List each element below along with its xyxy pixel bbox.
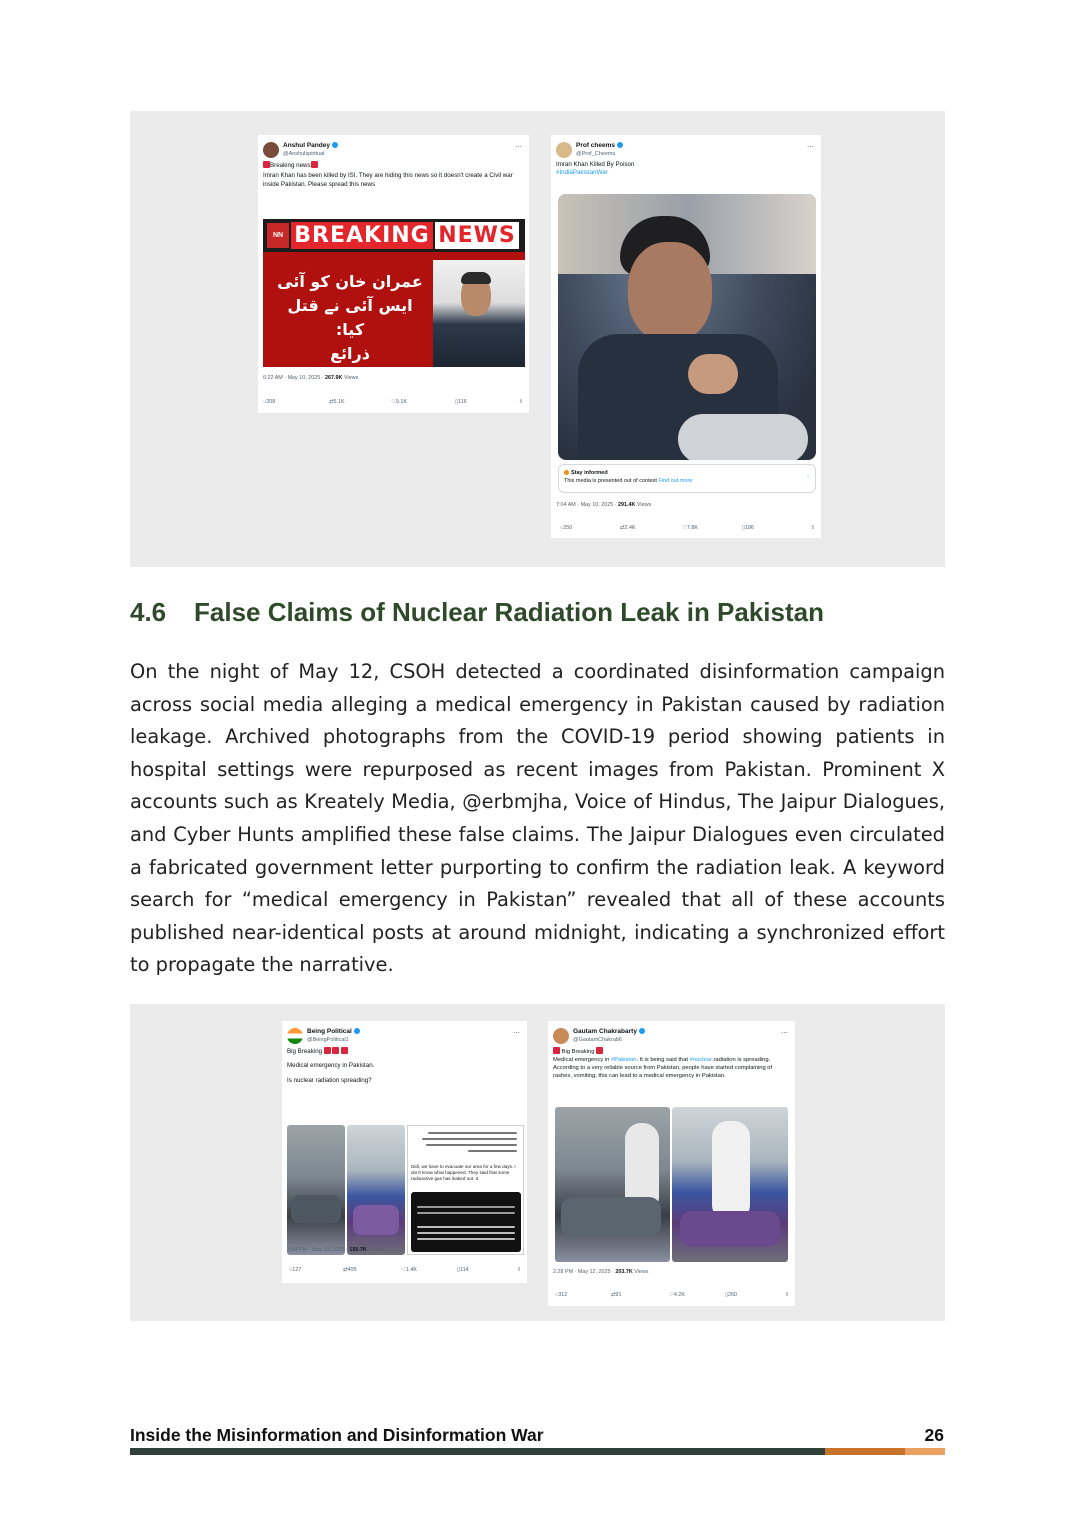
author-handle[interactable]: @Anshulspiritual [283,151,325,157]
tweet-header [551,135,821,161]
verified-icon [354,1028,360,1034]
repost-count: 91 [615,1292,622,1298]
timestamp[interactable]: 7:04 AM · May 10, 2025 · [556,502,619,508]
siren-icon [341,1047,348,1054]
repost-button[interactable]: ⇄ 91 [611,1292,622,1298]
footer-bar-orange [825,1448,905,1455]
tweet-line: Big Breaking [287,1048,323,1055]
reply-button[interactable]: ○ 250 [560,525,573,531]
figure-panel-bottom [130,1004,945,1321]
find-out-more-link[interactable]: Find out more [658,478,693,484]
tweet-text [551,161,821,178]
repost-button[interactable]: ⇄ 2.4K [620,525,636,531]
hospital-photo[interactable] [287,1125,345,1255]
body-paragraph: On the night of May 12, CSOH detected a coordinated disinformation campaign across social media alleging a medical emergency in Pakistan caused by radiation leakage. Archived photographs from the COVID-19 period showing patients in hospital settings were repurposed as recent images from Pakistan. Prominent X accounts such as Kreately Media, @erbmjha, Voice of Hindus, The Jaipur Dialogues, and Cyber Hunts amplified these false claims. The Jaipur Dialogues even circulated a fabricated government letter purporting to confirm the radiation leak. A keyword search for “medical emergency in Pakistan” revealed that all of these accounts published near-identical posts at around midnight, indicating a synchronized effort to propagate the narrative. [130,660,945,977]
context-notice[interactable] [558,464,816,493]
hand-shape [688,354,738,394]
tweet-line: Is nuclear radiation spreading? [287,1076,372,1084]
tweet-card [282,1021,527,1283]
author-handle[interactable]: @GautamChakrab6 [573,1037,622,1043]
tweet-meta [263,375,358,381]
notice-text: This media is presented out of context [564,478,659,484]
banner-word-breaking: BREAKING [291,222,433,249]
breaking-body [263,252,525,367]
urdu-text-line [428,1132,517,1134]
urdu-headline [271,270,429,366]
author-handle[interactable]: @Prof_Cheems [576,151,616,157]
author-name[interactable]: Being Political [307,1028,360,1035]
view-count: 267.9K [325,375,343,381]
author-name[interactable]: Gautam Chakrabarty [573,1028,645,1035]
repost-count: 2.4K [624,525,636,531]
bookmark-button[interactable]: ▯ 260 [725,1292,737,1298]
tweet-card [258,135,529,413]
like-button[interactable]: ♡ 4.2K [669,1292,685,1298]
tweet-header [258,135,529,161]
bookmark-count: 116 [457,399,467,405]
tweet-text [282,1047,527,1085]
reply-button[interactable]: ○ 312 [555,1292,568,1298]
tweet-actions [287,1267,521,1277]
views-label: Views [366,1247,383,1253]
author-name[interactable]: Anshul Pandey [283,142,338,149]
bookmark-button[interactable]: ▯ 114 [457,1267,469,1273]
tweet-header [548,1021,795,1047]
bookmark-button[interactable]: ▯ 116 [455,399,467,405]
tweet-body [553,1056,790,1080]
repost-count: 5.1K [333,399,345,405]
tweet-photo[interactable] [558,194,816,460]
share-icon[interactable]: ⇧ [516,1267,521,1273]
hospital-photo[interactable] [672,1107,788,1262]
urdu-text-line [422,1138,517,1140]
footer-bar-dark [130,1448,825,1455]
like-count: 7.8K [686,525,698,531]
tweet-body: Imran Khan Killed By Poison [556,161,635,168]
share-icon[interactable]: ⇧ [810,525,815,531]
embedded-post [411,1192,521,1252]
staff-shape [712,1121,750,1221]
siren-icon [332,1047,339,1054]
repost-count: 405 [347,1267,357,1273]
like-count: 4.2K [673,1292,685,1298]
post-line [417,1232,515,1234]
bookmark-button[interactable]: ▯ 186 [742,525,754,531]
tweet-actions [556,525,815,535]
timestamp[interactable]: 3:54 PM · May 12, 2025 · [287,1247,350,1253]
chevron-right-icon: › [807,474,809,480]
section-number: 4.6 [130,597,167,627]
avatar[interactable] [553,1028,569,1044]
author-name[interactable]: Prof cheems [576,142,623,149]
reply-count: 208 [266,399,276,405]
reply-count: 127 [292,1267,302,1273]
patient-shape [291,1195,341,1223]
figure-panel-top [130,111,945,567]
breaking-banner [263,219,525,252]
hospital-photo[interactable] [347,1125,405,1255]
like-count: 1.4K [405,1267,417,1273]
siren-icon [311,161,318,168]
body-text: . It is being said that [636,1057,690,1063]
post-line [417,1212,515,1214]
page-number: 26 [924,1425,944,1445]
tweet-actions [263,399,523,409]
like-button[interactable]: ♡ 7.8K [682,525,698,531]
tweet-meta [556,502,651,508]
screenshot-image[interactable] [407,1125,524,1255]
reply-button[interactable]: ○ 127 [289,1267,302,1273]
section-title: False Claims of Nuclear Radiation Leak in Pakistan [194,597,824,627]
patient-shape [353,1205,399,1235]
post-line [417,1226,515,1228]
tweet-line: Big Breaking [561,1049,595,1055]
breaking-news-image[interactable] [263,219,525,367]
more-options-icon[interactable]: ⋯ [515,144,523,151]
post-line [417,1238,515,1240]
view-count: 150.7K [349,1247,367,1253]
timestamp[interactable]: 2:28 PM · May 12, 2025 · [553,1269,616,1275]
tweet-line: Breaking news [270,162,311,169]
tweet-meta [287,1247,383,1253]
like-count: 9.1K [395,399,407,405]
hashtag-link[interactable]: #nuclear [689,1057,712,1063]
hospital-photo[interactable] [555,1107,670,1262]
repost-button[interactable]: ⇄ 405 [343,1267,357,1273]
tweet-header [282,1021,527,1047]
share-icon[interactable]: ⇧ [518,399,523,405]
patient-shape [680,1211,780,1247]
timestamp[interactable]: 6:22 AM · May 10, 2025 · [263,375,326,381]
tweet-line: Medical emergency in Pakistan. [287,1062,375,1070]
share-icon[interactable]: ⇧ [784,1292,789,1298]
tweet-text [548,1047,795,1080]
urdu-line: عمران خان کو آئی [277,272,423,291]
post-line [417,1206,515,1208]
views-label: Views [342,375,359,381]
face-shape [628,242,712,342]
urdu-text-line [426,1144,517,1146]
view-count: 291.4K [618,502,636,508]
urdu-line: ذرائع [330,344,370,363]
banner-word-news: NEWS [435,222,519,249]
reply-button[interactable]: ○ 208 [263,399,276,405]
bookmark-count: 114 [459,1267,469,1273]
avatar[interactable] [287,1028,303,1044]
alert-icon [564,470,569,475]
urdu-line: ایس آئی نے قتل کیا: [287,296,413,339]
footer-bar-light [905,1448,945,1455]
view-count: 203.7K [615,1269,633,1275]
tweet-card [548,1021,795,1306]
tweet-body: Imran Khan has been killed by ISI. They are hiding this news so it doesn't create a Civil war inside Pakistan. Please spread this news [263,172,513,188]
views-label: Views [632,1269,649,1275]
reply-count: 250 [563,525,573,531]
hair-shape [461,272,491,284]
more-options-icon[interactable]: ⋯ [513,1030,521,1037]
tweet-meta [553,1269,649,1275]
urdu-text-line [468,1150,517,1152]
footer-title: Inside the Misinformation and Disinformation War [130,1425,544,1445]
avatar[interactable] [556,142,572,158]
more-options-icon[interactable]: ⋯ [781,1030,789,1037]
channel-logo: NN [267,223,289,248]
hashtag-link[interactable]: #Pakistan [611,1057,637,1063]
translated-text: Didi, we have to evacuate our area for a few days. I don't know what happened. They said that some radioactive gas has leaked out. It [411,1164,516,1181]
verified-icon [617,142,623,148]
more-options-icon[interactable]: ⋯ [807,144,815,151]
like-button[interactable]: ♡ 9.1K [391,399,407,405]
bookmark-count: 260 [727,1292,737,1298]
foreground-shape [678,414,808,460]
notice-title: Stay informed [571,470,608,476]
hashtag-link[interactable]: #IndiaPakistanWar [556,169,608,177]
tweet-actions [553,1292,789,1302]
siren-icon [596,1047,603,1054]
portrait-photo [433,260,525,367]
avatar[interactable] [263,142,279,158]
tweet-text [258,161,529,189]
section-heading [130,597,824,628]
siren-icon [324,1047,331,1054]
author-handle[interactable]: @BeingPolitical1 [307,1037,349,1043]
siren-icon [553,1047,560,1054]
patient-shape [561,1197,661,1237]
like-button[interactable]: ♡ 1.4K [401,1267,417,1273]
body-text: Medical emergency in [553,1057,611,1063]
repost-button[interactable]: ⇄ 5.1K [329,399,345,405]
siren-icon [263,161,270,168]
body-text: radiation is spreading. According to a very reliable source from Pakistan, people have started complaining of rashes, vomiting, this can lead to a medical emergency in Pakistan. [553,1057,773,1079]
bookmark-count: 186 [744,525,754,531]
reply-count: 312 [558,1292,568,1298]
verified-icon [639,1028,645,1034]
tweet-card [551,135,821,538]
verified-icon [332,142,338,148]
views-label: Views [635,502,652,508]
